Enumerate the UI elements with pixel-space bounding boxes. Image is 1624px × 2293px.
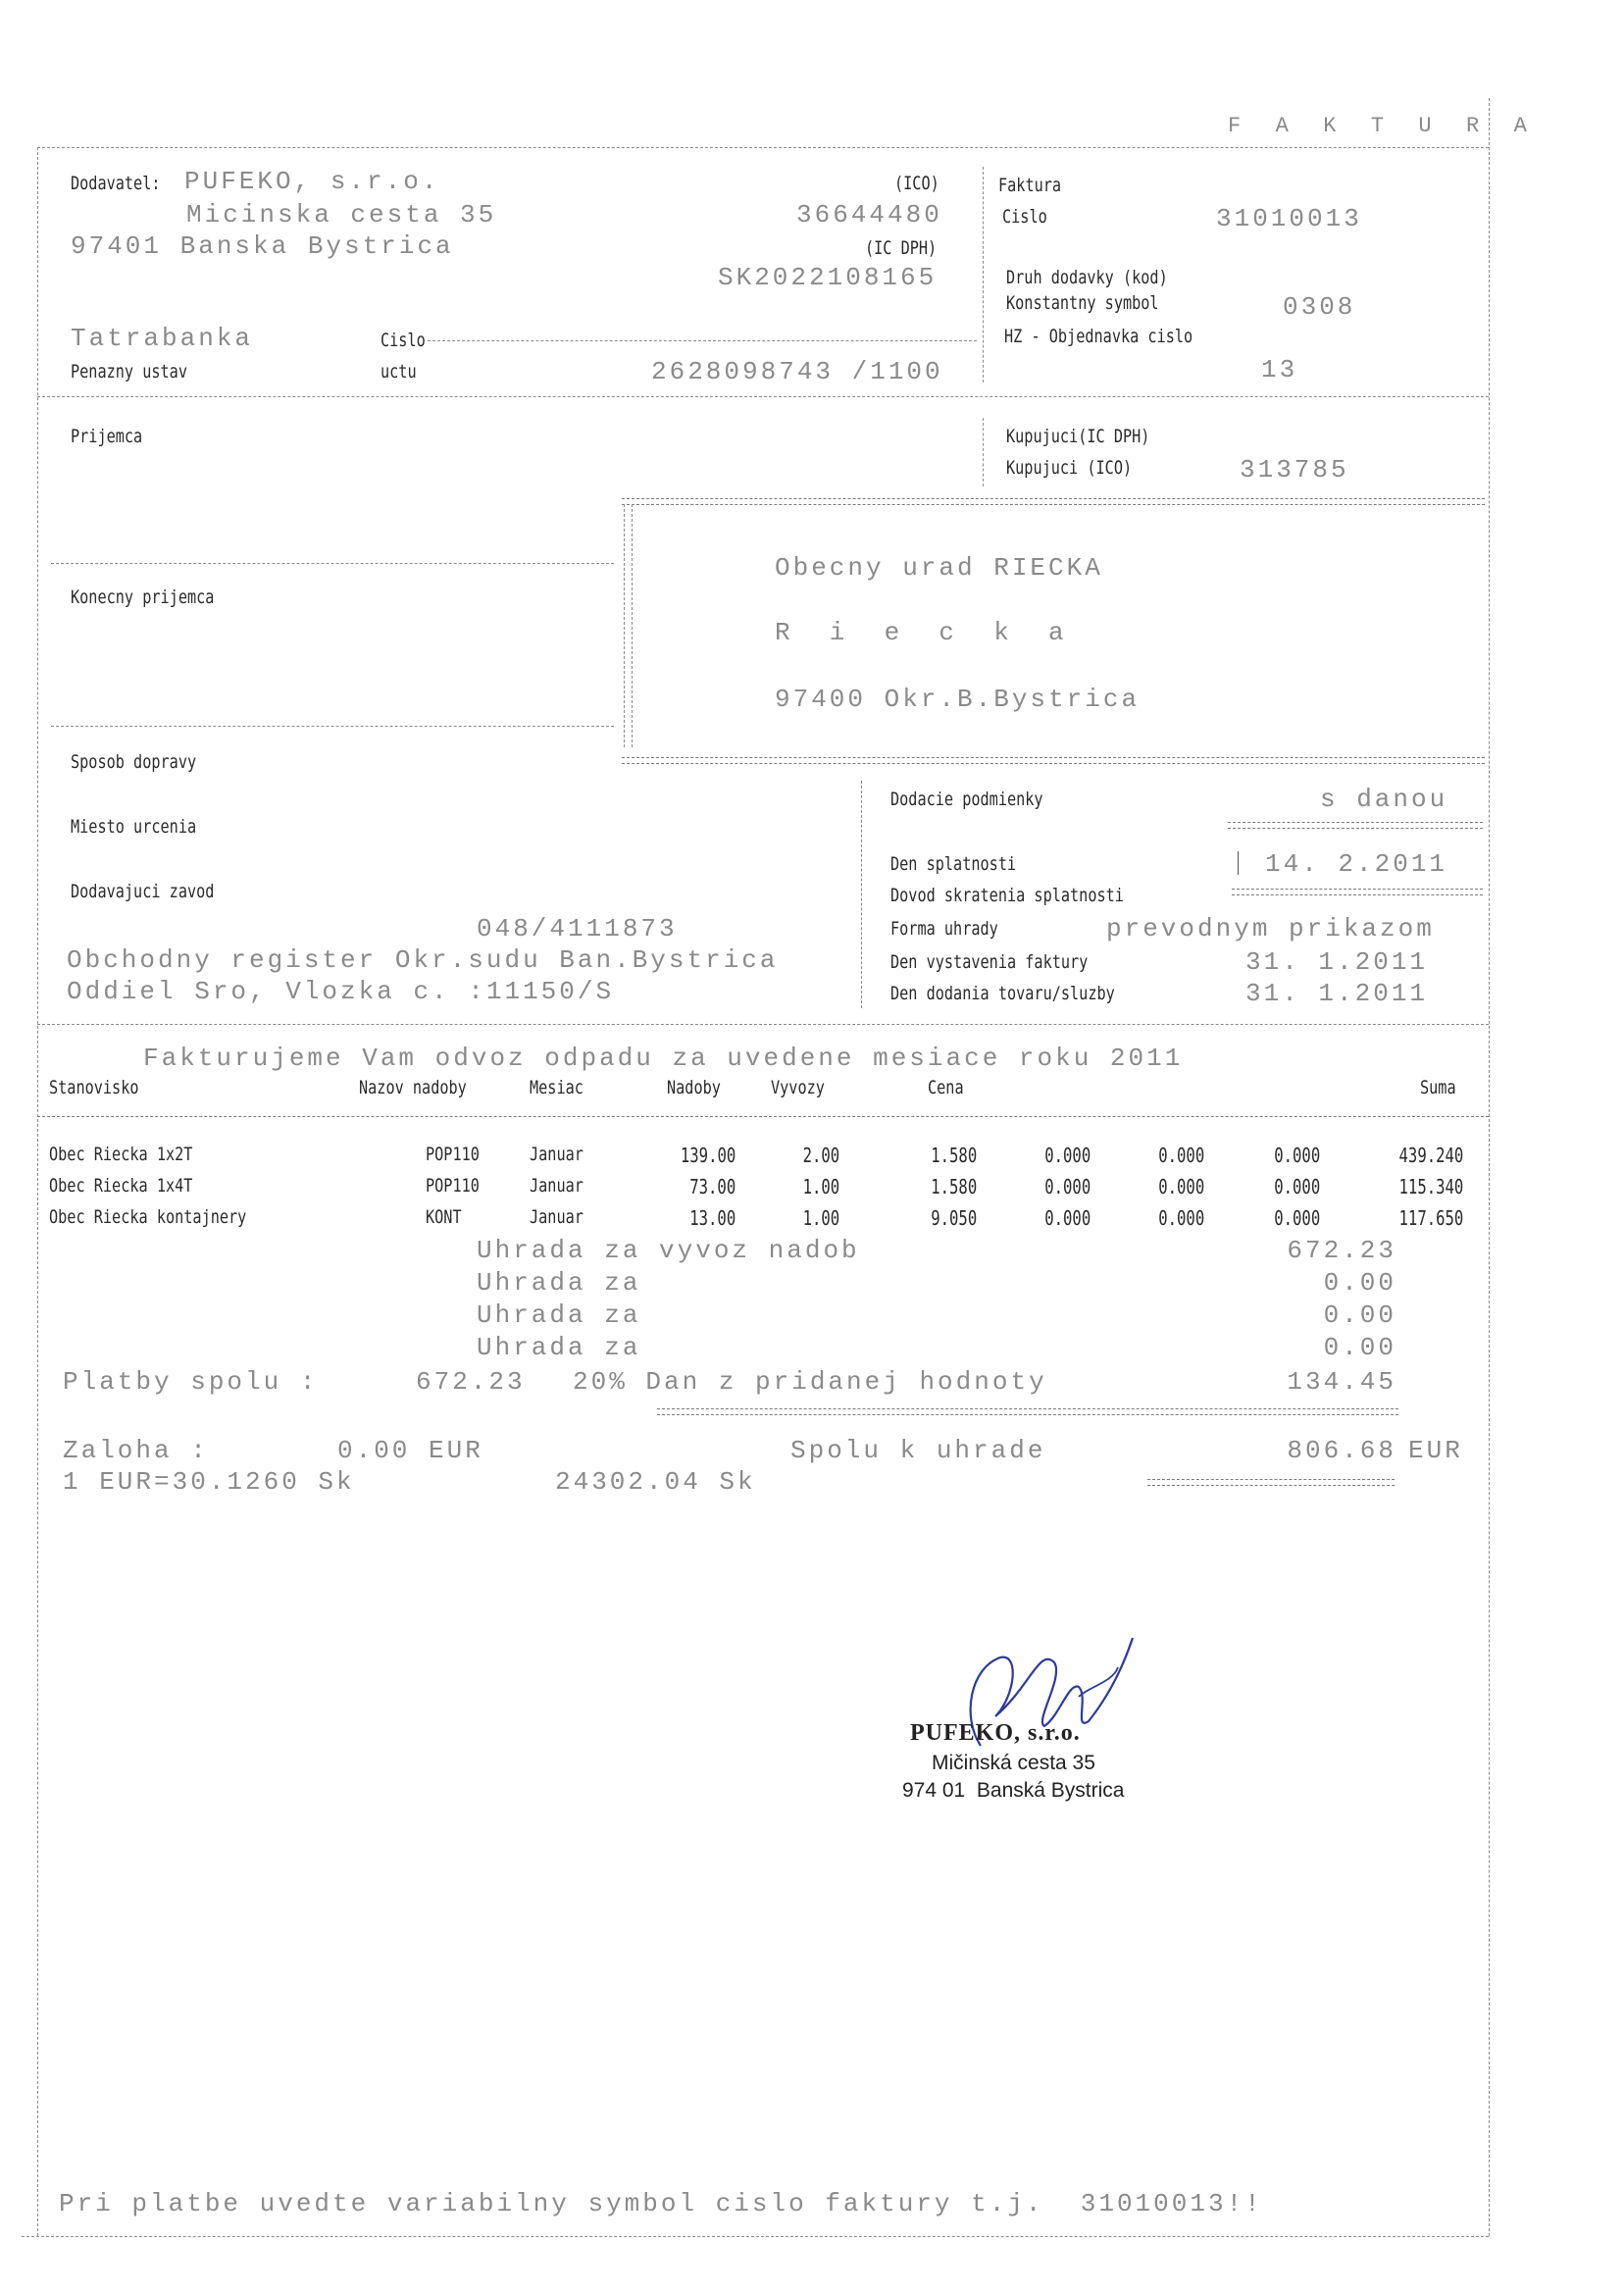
- hz-value: 13: [1261, 355, 1298, 384]
- zaloha-value: 0.00 EUR: [337, 1436, 483, 1465]
- col-cena: Cena: [928, 1077, 964, 1098]
- stamp-city: 974 01 Banská Bystrica: [902, 1779, 1125, 1802]
- forma-label: Forma uhrady: [890, 918, 998, 940]
- table-row-3-col8: 0.000: [1158, 1206, 1204, 1230]
- address-box-bottom: [622, 757, 1485, 764]
- table-row-3-vyvozy: 1.00: [802, 1206, 839, 1230]
- supplier-city: 97401 Banska Bystrica: [71, 231, 454, 261]
- table-row-1-mesiac: Januar: [530, 1144, 584, 1165]
- cislo-label: Cislo: [1002, 206, 1047, 228]
- address-box-left-a: [624, 504, 625, 747]
- bank-name: Tatrabanka: [71, 324, 254, 353]
- table-row-1-col7: 0.000: [1044, 1144, 1091, 1167]
- col-mesiac: Mesiac: [530, 1077, 584, 1098]
- splatnost-value: 14. 2.2011: [1265, 849, 1448, 879]
- platby-label: Platby spolu :: [63, 1367, 319, 1397]
- col-stanovisko: Stanovisko: [49, 1077, 139, 1098]
- icdph-label: (IC DPH): [865, 237, 938, 259]
- table-row-2-nazov: POP110: [426, 1175, 480, 1197]
- section-line-1: [37, 396, 1489, 397]
- account-label-2: uctu: [381, 361, 417, 382]
- faktura-label: Faktura: [998, 175, 1062, 196]
- icdph-value: SK2022108165: [718, 263, 938, 292]
- recipient-name: Obecny urad RIECKA: [775, 553, 1103, 583]
- summary-line-3-label: Uhrada za: [477, 1300, 641, 1330]
- sk-total: 24302.04 Sk: [555, 1467, 756, 1497]
- podmienky-underline: [1228, 822, 1483, 829]
- podmienky-label: Dodacie podmienky: [890, 789, 1043, 810]
- table-row-3-col7: 0.000: [1044, 1206, 1091, 1230]
- stamp-company: PUFEKO, s.r.o.: [910, 1720, 1081, 1746]
- summary-line-2-label: Uhrada za: [477, 1268, 641, 1298]
- table-row-2-mesiac: Januar: [530, 1175, 584, 1197]
- spolu-value: 806.68: [1287, 1436, 1396, 1465]
- supplier-divider: [983, 167, 984, 382]
- register-line-2: Oddiel Sro, Vlozka c. :11150/S: [67, 977, 615, 1006]
- summary-line-1-value: 672.23: [1287, 1236, 1396, 1265]
- forma-value: prevodnym prikazom: [1106, 914, 1435, 943]
- vystavenie-value: 31. 1.2011: [1245, 947, 1429, 977]
- frame-left-line: [37, 147, 38, 2236]
- vystavenie-label: Den vystavenia faktury: [890, 951, 1089, 973]
- table-row-1-vyvozy: 2.00: [802, 1144, 839, 1167]
- col-nazov: Nazov nadoby: [359, 1077, 467, 1098]
- total-separator: [657, 1408, 1398, 1415]
- account-number: 2628098743 /1100: [651, 357, 943, 386]
- supplier-name: PUFEKO, s.r.o.: [184, 167, 440, 196]
- kupujuci-ico-label: Kupujuci (ICO): [1006, 457, 1133, 479]
- table-row-2-col9: 0.000: [1274, 1175, 1320, 1198]
- zavod-label: Dodavajuci zavod: [71, 881, 215, 902]
- table-row-2-col7: 0.000: [1044, 1175, 1091, 1198]
- final-recipient-line: [51, 563, 614, 564]
- hz-label: HZ - Objednavka cislo: [1004, 326, 1193, 347]
- exchange-rate: 1 EUR=30.1260 Sk: [63, 1467, 355, 1497]
- col-vyvozy: Vyvozy: [771, 1077, 825, 1098]
- summary-line-3-value: 0.00: [1323, 1300, 1396, 1330]
- splatnost-bar: [1238, 851, 1239, 875]
- summary-line-4-label: Uhrada za: [477, 1333, 641, 1362]
- table-row-1-suma: 439.240: [1398, 1144, 1463, 1167]
- table-row-3-mesiac: Januar: [530, 1206, 584, 1228]
- invoice-title: F A K T U R A: [1228, 114, 1530, 138]
- recipient-address: 97400 Okr.B.Bystrica: [775, 685, 1141, 714]
- register-line-1: Obchodny register Okr.sudu Ban.Bystrica: [67, 945, 779, 975]
- spolu-currency: EUR: [1408, 1436, 1463, 1465]
- bank-label: Penazny ustav: [71, 361, 187, 382]
- table-row-1-stanovisko: Obec Riecka 1x2T: [49, 1144, 193, 1165]
- phone-number: 048/4111873: [477, 914, 678, 943]
- frame-bottom-line: [22, 2236, 1489, 2237]
- dodanie-value: 31. 1.2011: [1245, 979, 1429, 1008]
- table-row-1-nadoby: 139.00: [680, 1144, 736, 1167]
- recipient-town: R i e c k a: [775, 618, 1067, 647]
- col-suma: Suma: [1420, 1077, 1456, 1098]
- dph-label: 20% Dan z pridanej hodnoty: [573, 1367, 1047, 1397]
- splatnost-label: Den splatnosti: [890, 853, 1017, 875]
- podmienky-value: s danou: [1320, 785, 1448, 814]
- table-row-3-stanovisko: Obec Riecka kontajnery: [49, 1206, 247, 1228]
- table-row-2-vyvozy: 1.00: [802, 1175, 839, 1198]
- items-intro: Fakturujeme Vam odvoz odpadu za uvedene mesiace roku 2011: [143, 1044, 1184, 1073]
- ks-label: Konstantny symbol: [1006, 292, 1159, 314]
- frame-right-line: [1489, 98, 1490, 2236]
- table-row-2-nadoby: 73.00: [689, 1175, 736, 1198]
- table-row-3-suma: 117.650: [1398, 1206, 1463, 1230]
- miesto-label: Miesto urcenia: [71, 816, 197, 838]
- table-row-1-nazov: POP110: [426, 1144, 480, 1165]
- table-row-3-nadoby: 13.00: [689, 1206, 736, 1230]
- address-box-top: [622, 498, 1485, 505]
- invoice-number: 31010013: [1216, 204, 1362, 233]
- table-row-1-col9: 0.000: [1274, 1144, 1320, 1167]
- table-row-1-cena: 1.580: [931, 1144, 977, 1167]
- zaloha-label: Zaloha :: [63, 1436, 209, 1465]
- supplier-street: Micinska cesta 35: [186, 200, 497, 229]
- terms-divider: [861, 781, 862, 1008]
- recipient-label: Prijemca: [71, 426, 143, 447]
- summary-line-4-value: 0.00: [1323, 1333, 1396, 1362]
- frame-top-line: [37, 147, 1489, 148]
- ico-label: (ICO): [894, 173, 939, 194]
- ico-value: 36644480: [796, 200, 942, 229]
- table-row-3-col9: 0.000: [1274, 1206, 1320, 1230]
- table-row-2-cena: 1.580: [931, 1175, 977, 1198]
- col-nadoby: Nadoby: [667, 1077, 721, 1098]
- kupujuci-ico-value: 313785: [1240, 455, 1349, 484]
- summary-line-1-label: Uhrada za vyvoz nadob: [477, 1236, 860, 1265]
- stamp-street: Mičinská cesta 35: [932, 1752, 1095, 1774]
- platby-value: 672.23: [416, 1367, 526, 1397]
- table-row-3-cena: 9.050: [931, 1206, 977, 1230]
- supplier-label: Dodavatel:: [71, 173, 161, 194]
- header-line: [37, 1116, 1489, 1117]
- address-box-left-b: [632, 504, 633, 747]
- sk-total-underline: [1147, 1479, 1395, 1486]
- table-row-2-stanovisko: Obec Riecka 1x4T: [49, 1175, 193, 1197]
- table-row-2-col8: 0.000: [1158, 1175, 1204, 1198]
- section-line-2: [37, 1024, 1489, 1025]
- druh-label: Druh dodavky (kod): [1006, 267, 1168, 288]
- spolu-label: Spolu k uhrade: [790, 1436, 1046, 1465]
- sposob-label: Sposob dopravy: [71, 751, 197, 773]
- summary-line-2-value: 0.00: [1323, 1268, 1396, 1298]
- skratenie-underline: [1232, 889, 1483, 895]
- table-row-2-suma: 115.340: [1398, 1175, 1463, 1198]
- dph-value: 134.45: [1287, 1367, 1396, 1397]
- kupujuci-dph-label: Kupujuci(IC DPH): [1006, 426, 1150, 447]
- ks-value: 0308: [1283, 292, 1356, 322]
- final-recipient-label: Konecny prijemca: [71, 586, 215, 608]
- table-row-1-col8: 0.000: [1158, 1144, 1204, 1167]
- transport-line: [51, 726, 614, 727]
- footer-note: Pri platbe uvedte variabilny symbol cislo faktury t.j. 31010013!!: [59, 2189, 1263, 2218]
- account-label-1: Cislo: [381, 330, 426, 351]
- account-dash-line: [428, 340, 977, 341]
- skratenie-label: Dovod skratenia splatnosti: [890, 885, 1124, 906]
- dodanie-label: Den dodania tovaru/sluzby: [890, 983, 1115, 1004]
- table-row-3-nazov: KONT: [426, 1206, 462, 1228]
- recipient-divider: [983, 418, 984, 486]
